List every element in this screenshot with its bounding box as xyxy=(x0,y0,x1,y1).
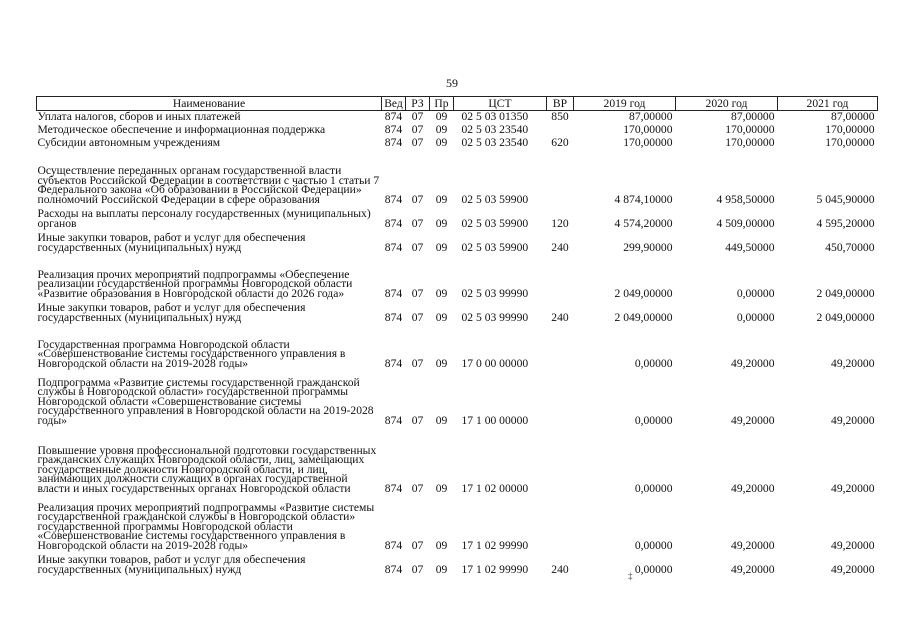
table-row xyxy=(37,428,878,496)
cell-ved: 874 xyxy=(384,286,403,300)
cell-2019: 2 049,00000 xyxy=(614,286,673,300)
cell-name: Подпрограмма «Развитие системы государственной гражданской службы в Новгородской области» государственной программы Новгородской области «Совершенствование системы государственного управления в Новгородской области на 2019-2028 годы» xyxy=(37,375,374,427)
cell-2020: 87,00000 xyxy=(731,109,775,123)
header-rz: РЗ xyxy=(406,97,430,111)
cell-ved: 874 xyxy=(384,240,403,254)
cell-pr: 09 xyxy=(435,413,448,427)
cell-pr: 09 xyxy=(435,240,448,254)
header-pr: Пр xyxy=(430,97,454,111)
cell-2020: 49,20000 xyxy=(731,413,775,427)
table-row xyxy=(37,150,878,207)
cell-2019: 0,00000 xyxy=(634,356,673,370)
table-row xyxy=(37,111,878,124)
header-cst: ЦСТ xyxy=(454,97,547,111)
cell-pr: 09 xyxy=(435,216,448,230)
cell-pr: 09 xyxy=(435,109,448,123)
cell-2020: 49,20000 xyxy=(731,481,775,495)
cell-name: Иные закупки товаров, работ и услуг для обеспечения государственных (муниципальных) нужд xyxy=(37,231,306,254)
cell-2020: 4 509,00000 xyxy=(716,216,775,230)
cell-rz: 07 xyxy=(411,538,424,552)
cell-2021: 450,70000 xyxy=(825,240,875,254)
cell-2020: 170,00000 xyxy=(725,122,775,136)
cell-2019: 0,00000 xyxy=(634,481,673,495)
cell-ved: 874 xyxy=(384,562,403,576)
cell-pr: 09 xyxy=(435,192,448,206)
cell-pr: 09 xyxy=(435,310,448,324)
cell-vr xyxy=(547,255,574,301)
cell-pr: 09 xyxy=(435,481,448,495)
cell-2021: 87,00000 xyxy=(831,109,875,123)
cell-2020: 49,20000 xyxy=(731,356,775,370)
cell-2021: 49,20000 xyxy=(831,481,875,495)
cell-ved: 874 xyxy=(384,122,403,136)
cell-name: Расходы на выплаты персоналу государственных (муниципальных) органов xyxy=(37,207,371,230)
cell-name: Повышение уровня профессиональной подготовки государственных гражданских служащих Новгородской области, лиц, замещающих государственные должности Новгородской области, и лиц, занимающих должности служащих в органах государственной власти и иных государственных органах Новгородской области xyxy=(37,443,377,495)
cell-pr: 09 xyxy=(435,122,448,136)
table-row xyxy=(37,301,878,325)
cell-2020: 449,50000 xyxy=(725,240,775,254)
cell-2020: 4 958,50000 xyxy=(716,192,775,206)
cell-cst: 02 5 03 99990 xyxy=(461,286,529,300)
cell-vr: 240 xyxy=(551,310,569,324)
cell-ved: 874 xyxy=(384,192,403,206)
cell-pr: 09 xyxy=(435,356,448,370)
table-header-row xyxy=(37,97,878,111)
cell-rz: 07 xyxy=(411,286,424,300)
table-row xyxy=(37,553,878,577)
header-ved: Вед xyxy=(382,97,406,111)
cell-rz: 07 xyxy=(411,135,424,149)
cell-ved: 874 xyxy=(384,310,403,324)
cell-rz: 07 xyxy=(411,109,424,123)
cell-rz: 07 xyxy=(411,216,424,230)
cell-ved: 874 xyxy=(384,356,403,370)
cell-vr xyxy=(547,428,574,496)
header-vr: ВР xyxy=(547,97,574,111)
cell-2020: 0,00000 xyxy=(736,286,775,300)
cell-name: Реализация прочих мероприятий подпрограммы «Обеспечение реализации государственной программы Новгородской области «Развитие образования в Новгородской области до 2026 года» xyxy=(37,267,353,300)
cell-2019: 4 874,10000 xyxy=(614,192,673,206)
cell-name: Субсидии автономным учреждениям xyxy=(37,136,221,149)
header-name: Наименование xyxy=(37,97,382,111)
cell-2020: 49,20000 xyxy=(731,562,775,576)
cell-vr: 620 xyxy=(551,135,569,149)
cell-2019: 0,00000 xyxy=(634,562,673,576)
cell-name: Уплата налогов, сборов и иных платежей xyxy=(37,110,241,123)
cell-cst: 17 1 02 99990 xyxy=(461,562,529,576)
cell-2020: 49,20000 xyxy=(731,538,775,552)
cell-rz: 07 xyxy=(411,481,424,495)
table-row xyxy=(37,371,878,428)
cell-rz: 07 xyxy=(411,192,424,206)
cell-name: Иные закупки товаров, работ и услуг для обеспечения государственных (муниципальных) нужд xyxy=(37,553,306,576)
cell-name: Методическое обеспечение и информационная поддержка xyxy=(37,123,326,136)
cell-rz: 07 xyxy=(411,562,424,576)
cell-vr xyxy=(547,150,574,207)
cell-name: Иные закупки товаров, работ и услуг для обеспечения государственных (муниципальных) нужд xyxy=(37,301,306,324)
cell-name: Реализация прочих мероприятий подпрограммы «Развитие системы государственной гражданской службы в Новгородской области» государственной программы Новгородской области «Совершенствование системы государственного управления в Новгородской области на 2019-2028 годы» xyxy=(37,500,375,552)
cell-ved: 874 xyxy=(384,481,403,495)
cell-2021: 49,20000 xyxy=(831,413,875,427)
cell-vr xyxy=(547,496,574,553)
cell-2021: 49,20000 xyxy=(831,538,875,552)
cell-ved: 874 xyxy=(384,109,403,123)
cell-2021: 2 049,00000 xyxy=(816,286,875,300)
cell-name: Осуществление переданных органам государственной власти субъектов Российской Федерации в соответствии с частью 1 статьи 7 Федерального закона «Об образовании в Российской Федерации» полномочий Российской Федерации в сфере образования xyxy=(37,164,380,206)
cell-2019: 4 574,20000 xyxy=(614,216,673,230)
cell-2021: 170,00000 xyxy=(825,135,875,149)
cell-2019: 2 049,00000 xyxy=(614,310,673,324)
cell-2019: 0,00000 xyxy=(634,538,673,552)
cell-ved: 874 xyxy=(384,135,403,149)
cell-vr: 240 xyxy=(551,562,569,576)
cell-rz: 07 xyxy=(411,356,424,370)
cell-cst: 02 5 03 59900 xyxy=(461,192,529,206)
page-number: 59 xyxy=(446,76,458,90)
table-row xyxy=(37,496,878,553)
cell-cst: 02 5 03 99990 xyxy=(461,310,529,324)
cell-name: Государственная программа Новгородской области «Совершенствование системы государственного управления в Новгородской области на 2019-2028 годы» xyxy=(37,337,346,370)
cell-cst: 02 5 03 23540 xyxy=(461,135,529,149)
cell-cst: 17 1 00 00000 xyxy=(461,413,529,427)
cell-cst: 17 1 02 99990 xyxy=(461,538,529,552)
budget-table xyxy=(36,96,878,577)
cell-2019: 170,00000 xyxy=(623,122,673,136)
cell-vr xyxy=(547,124,574,137)
table-row xyxy=(37,137,878,150)
cell-2021: 49,20000 xyxy=(831,356,875,370)
cell-pr: 09 xyxy=(435,286,448,300)
cell-cst: 02 5 03 23540 xyxy=(461,122,529,136)
cell-rz: 07 xyxy=(411,122,424,136)
table-row xyxy=(37,124,878,137)
cell-cst: 17 1 02 00000 xyxy=(461,481,529,495)
cell-ved: 874 xyxy=(384,216,403,230)
header-2020: 2020 год xyxy=(676,97,778,111)
cell-vr xyxy=(547,325,574,371)
cell-cst: 02 5 03 01350 xyxy=(461,109,529,123)
cell-pr: 09 xyxy=(435,562,448,576)
cell-vr: 240 xyxy=(551,240,569,254)
cell-pr: 09 xyxy=(435,135,448,149)
cell-2021: 5 045,90000 xyxy=(816,192,875,206)
cell-2020: 0,00000 xyxy=(736,310,775,324)
table-row xyxy=(37,255,878,301)
header-2021: 2021 год xyxy=(778,97,878,111)
scan-mark: ‡ xyxy=(628,571,633,581)
cell-cst: 17 0 00 00000 xyxy=(461,356,529,370)
cell-2021: 170,00000 xyxy=(825,122,875,136)
table-row xyxy=(37,325,878,371)
cell-ved: 874 xyxy=(384,538,403,552)
table-row xyxy=(37,207,878,231)
cell-2020: 170,00000 xyxy=(725,135,775,149)
cell-rz: 07 xyxy=(411,413,424,427)
cell-cst: 02 5 03 59900 xyxy=(461,240,529,254)
cell-2019: 299,90000 xyxy=(623,240,673,254)
cell-2021: 49,20000 xyxy=(831,562,875,576)
cell-2021: 4 595,20000 xyxy=(816,216,875,230)
cell-2021: 2 049,00000 xyxy=(816,310,875,324)
cell-2019: 170,00000 xyxy=(623,135,673,149)
header-2019: 2019 год xyxy=(574,97,676,111)
cell-pr: 09 xyxy=(435,538,448,552)
table-row xyxy=(37,231,878,255)
cell-vr: 850 xyxy=(551,109,569,123)
cell-ved: 874 xyxy=(384,413,403,427)
cell-2019: 0,00000 xyxy=(634,413,673,427)
cell-2019: 87,00000 xyxy=(629,109,673,123)
cell-vr xyxy=(547,371,574,428)
cell-rz: 07 xyxy=(411,240,424,254)
cell-vr: 120 xyxy=(551,216,569,230)
cell-rz: 07 xyxy=(411,310,424,324)
cell-cst: 02 5 03 59900 xyxy=(461,216,529,230)
